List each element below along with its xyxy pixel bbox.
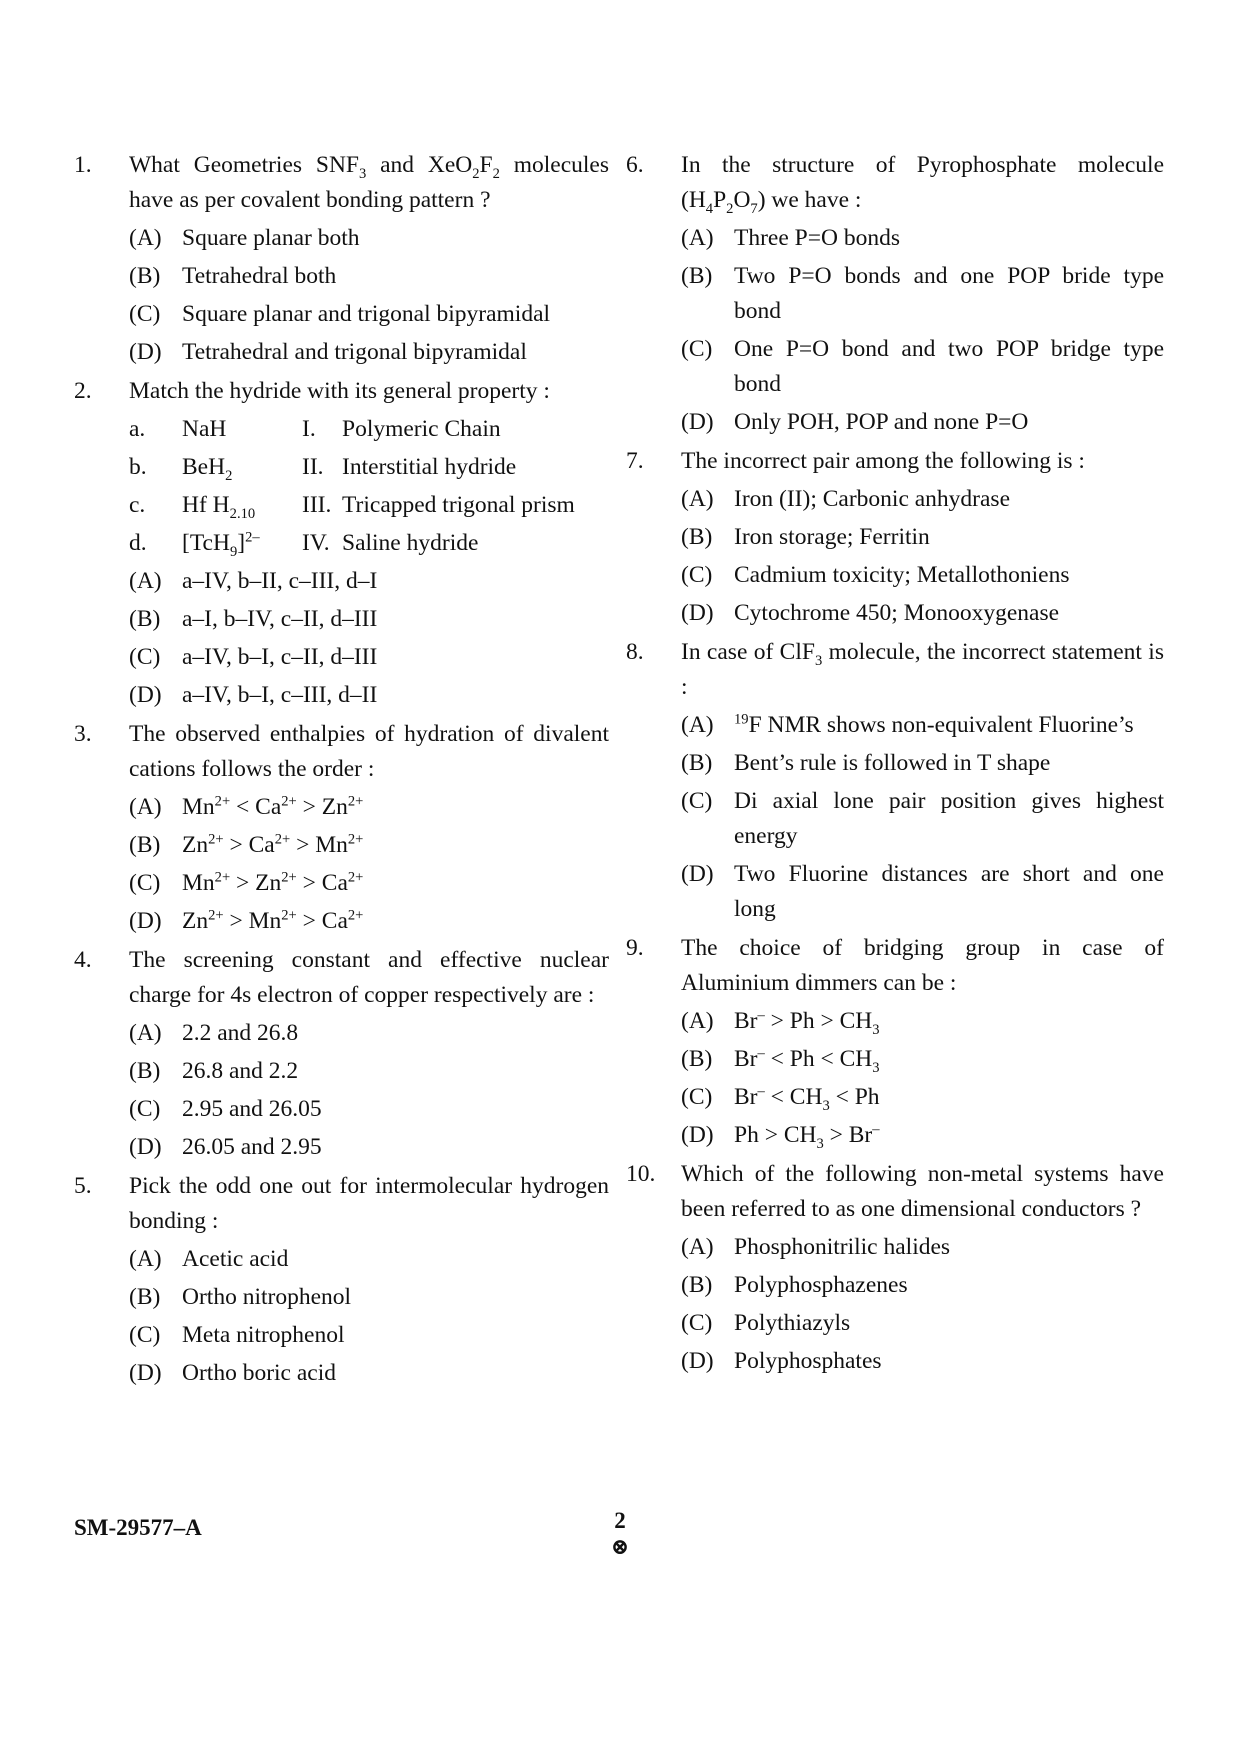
option [129, 1130, 609, 1165]
option [129, 297, 609, 332]
option-text: Three P=O bonds [734, 225, 900, 251]
option [681, 857, 1164, 927]
option-text: $^{19}$F NMR shows non-equivalent Fluorine’s [734, 711, 1134, 738]
option-label: (A) [129, 1020, 162, 1046]
question [74, 148, 609, 370]
option-label: (D) [129, 1360, 162, 1386]
option [129, 866, 609, 901]
option-text: 26.8 and 2.2 [182, 1058, 299, 1084]
question [626, 1157, 1164, 1379]
match-letter: c. [129, 492, 146, 518]
option [129, 1092, 609, 1127]
option [129, 904, 609, 939]
option-label: (D) [129, 1134, 162, 1160]
option-label: (A) [129, 794, 162, 820]
match-row [129, 488, 609, 523]
question [626, 635, 1164, 927]
option-text: Iron (II); Carbonic anhydrase [734, 486, 1011, 512]
option-label: (C) [129, 644, 161, 670]
option-text: Cytochrome 450; Monooxygenase [734, 600, 1060, 626]
option-label: (C) [681, 562, 713, 588]
option-label: (C) [129, 1322, 161, 1348]
option-label: (D) [681, 861, 714, 887]
option-text: Di axial lone pair position gives highest energy [734, 788, 1164, 849]
page-number-block [600, 1508, 640, 1560]
option-text: Phosphonitrilic halides [734, 1234, 951, 1260]
match-letter: d. [129, 530, 147, 556]
option-text: Bent’s rule is followed in T shape [734, 750, 1051, 776]
option-label: (C) [681, 788, 713, 814]
option-text: $Br^- < Ph < CH_3$ [734, 1045, 880, 1076]
option [681, 1268, 1164, 1303]
question-number: 6. [626, 152, 644, 178]
question-number: 7. [626, 448, 644, 474]
question-text: In the structure of Pyrophosphate molecule $(H_4P_2O_7)$ we have : [681, 152, 1164, 217]
option-text: 26.05 and 2.95 [182, 1134, 322, 1160]
option-text: a–IV, b–II, c–III, d–I [182, 568, 378, 594]
question-text: In case of ClF$_3$ molecule, the incorrect statement is : [681, 639, 1164, 700]
option-label: (D) [681, 1348, 714, 1374]
option-text: Iron storage; Ferritin [734, 524, 930, 550]
question [74, 1169, 609, 1391]
option [129, 828, 609, 863]
option-text: $Zn^{2+} > Mn^{2+} > Ca^{2+}$ [182, 907, 364, 934]
question-text: The incorrect pair among the following is : [681, 448, 1085, 474]
question-text: The observed enthalpies of hydration of divalent cations follows the order : [129, 721, 609, 782]
option-label: (D) [681, 600, 714, 626]
option [681, 221, 1164, 256]
question [74, 374, 609, 713]
option [129, 678, 609, 713]
cross-circle-icon: ⊗ [610, 1534, 630, 1559]
option-label: (C) [681, 1084, 713, 1110]
option-label: (B) [129, 1284, 161, 1310]
match-property: Tricapped trigonal prism [342, 492, 575, 518]
match-roman: III. [302, 492, 332, 518]
option-text: $Mn^{2+} > Zn^{2+} > Ca^{2+}$ [182, 869, 364, 896]
match-roman: I. [302, 416, 316, 442]
question-number: 3. [74, 721, 92, 747]
option [129, 1054, 609, 1089]
option [129, 602, 609, 637]
question-number: 2. [74, 378, 92, 404]
option-text: Polythiazyls [734, 1310, 851, 1336]
option [681, 1042, 1164, 1077]
option [681, 708, 1164, 743]
option-text: One P=O bond and two POP bridge type bond [734, 336, 1164, 397]
option [681, 1004, 1164, 1039]
match-item: NaH [182, 416, 227, 442]
option-label: (C) [129, 301, 161, 327]
option-text: a–I, b–IV, c–II, d–III [182, 606, 378, 632]
question-text: Pick the odd one out for intermolecular hydrogen bonding : [129, 1173, 609, 1234]
option-text: Tetrahedral both [182, 263, 337, 289]
question [626, 444, 1164, 631]
option-text: Cadmium toxicity; Metallothoniens [734, 562, 1070, 588]
option-label: (B) [129, 1058, 161, 1084]
option-text: Meta nitrophenol [182, 1322, 345, 1348]
question-text: Which of the following non-metal systems have been referred to as one dimensional conductors ? [681, 1161, 1164, 1222]
option-label: (B) [681, 750, 713, 776]
match-row [129, 412, 609, 447]
match-item: Hf $H_{2.10}$ [182, 492, 256, 522]
question-number: 1. [74, 152, 92, 178]
match-letter: b. [129, 454, 147, 480]
option-label: (C) [129, 870, 161, 896]
question [626, 148, 1164, 440]
option [129, 1016, 609, 1051]
question-text: The choice of bridging group in case of Aluminium dimmers can be : [681, 935, 1164, 996]
question-text: What Geometries $SNF_3$ and $XeO_2F_2$ molecules have as per covalent bonding pattern ? [129, 152, 609, 213]
option [681, 332, 1164, 402]
option-text: $Ph > CH_3 > Br^-$ [734, 1121, 880, 1152]
left-column [74, 148, 609, 1395]
match-letter: a. [129, 416, 146, 442]
page-number: 2 [614, 1508, 626, 1533]
option [681, 259, 1164, 329]
question-number: 10. [626, 1161, 656, 1187]
paper-code: SM-29577–A [74, 1515, 202, 1540]
option-text: Acetic acid [182, 1246, 289, 1272]
option-text: Square planar and trigonal bipyramidal [182, 301, 551, 327]
option-label: (D) [681, 1122, 714, 1148]
option-label: (B) [681, 1272, 713, 1298]
option-text: Square planar both [182, 225, 360, 251]
option-label: (A) [129, 1246, 162, 1272]
match-property: Polymeric Chain [342, 416, 501, 442]
match-roman: IV. [302, 530, 330, 556]
option [129, 564, 609, 599]
option-label: (B) [681, 524, 713, 550]
option [129, 1242, 609, 1277]
option-text: $Zn^{2+} > Ca^{2+} > Mn^{2+}$ [182, 831, 364, 858]
option-text: Only POH, POP and none P=O [734, 409, 1029, 435]
match-row [129, 526, 609, 561]
option [681, 405, 1164, 440]
option [681, 746, 1164, 781]
option-text: a–IV, b–I, c–III, d–II [182, 682, 378, 708]
option [681, 596, 1164, 631]
option [681, 1344, 1164, 1379]
option-text: Ortho boric acid [182, 1360, 337, 1386]
option [129, 640, 609, 675]
match-property: Interstitial hydride [342, 454, 517, 480]
option-label: (A) [681, 1234, 714, 1260]
option [681, 1080, 1164, 1115]
option-label: (B) [681, 263, 713, 289]
option-text: Polyphosphates [734, 1348, 882, 1374]
option-label: (B) [129, 606, 161, 632]
option-text: Ortho nitrophenol [182, 1284, 352, 1310]
option-text: $Br^- > Ph > CH_3$ [734, 1007, 880, 1038]
option-text: Tetrahedral and trigonal bipyramidal [182, 339, 527, 365]
option-text: Two P=O bonds and one POP bride type bond [734, 263, 1164, 324]
option-label: (D) [681, 409, 714, 435]
option [129, 790, 609, 825]
option-text: 2.95 and 26.05 [182, 1096, 322, 1122]
option-label: (B) [681, 1046, 713, 1072]
option-text: 2.2 and 26.8 [182, 1020, 299, 1046]
question-number: 8. [626, 639, 644, 665]
match-row [129, 450, 609, 485]
option [681, 482, 1164, 517]
option [681, 1306, 1164, 1341]
option-label: (B) [129, 832, 161, 858]
option [681, 784, 1164, 854]
option-text: $Mn^{2+} < Ca^{2+} > Zn^{2+}$ [182, 793, 364, 820]
option-label: (B) [129, 263, 161, 289]
match-property: Saline hydride [342, 530, 479, 556]
question [74, 717, 609, 939]
option-text: Two Fluorine distances are short and one long [734, 861, 1164, 922]
question-text: Match the hydride with its general property : [129, 378, 550, 404]
option-label: (A) [129, 225, 162, 251]
option-label: (C) [129, 1096, 161, 1122]
right-column [626, 148, 1164, 1383]
option-text: a–IV, b–I, c–II, d–III [182, 644, 378, 670]
option-label: (A) [681, 225, 714, 251]
option-label: (D) [129, 908, 162, 934]
option [129, 221, 609, 256]
match-roman: II. [302, 454, 324, 480]
question-number: 5. [74, 1173, 92, 1199]
option-text: $Br^- < CH_3 < Ph$ [734, 1083, 880, 1114]
question [626, 931, 1164, 1153]
question-number: 9. [626, 935, 644, 961]
option-label: (D) [129, 682, 162, 708]
option-label: (D) [129, 339, 162, 365]
option-label: (C) [681, 336, 713, 362]
match-item: BeH$_2$ [182, 454, 233, 484]
match-item: $[TcH_9]^{2-}$ [182, 529, 260, 560]
option [129, 1318, 609, 1353]
option [129, 335, 609, 370]
option-label: (A) [681, 1008, 714, 1034]
option [681, 558, 1164, 593]
option-label: (C) [681, 1310, 713, 1336]
option-text: Polyphosphazenes [734, 1272, 908, 1298]
question-text: The screening constant and effective nuclear charge for 4s electron of copper respectively are : [129, 947, 609, 1008]
option [129, 259, 609, 294]
option [129, 1356, 609, 1391]
option-label: (A) [681, 712, 714, 738]
option [129, 1280, 609, 1315]
match-table [129, 412, 609, 561]
option-label: (A) [681, 486, 714, 512]
question [74, 943, 609, 1165]
option [681, 520, 1164, 555]
option-label: (A) [129, 568, 162, 594]
option [681, 1230, 1164, 1265]
option [681, 1118, 1164, 1153]
question-number: 4. [74, 947, 92, 973]
